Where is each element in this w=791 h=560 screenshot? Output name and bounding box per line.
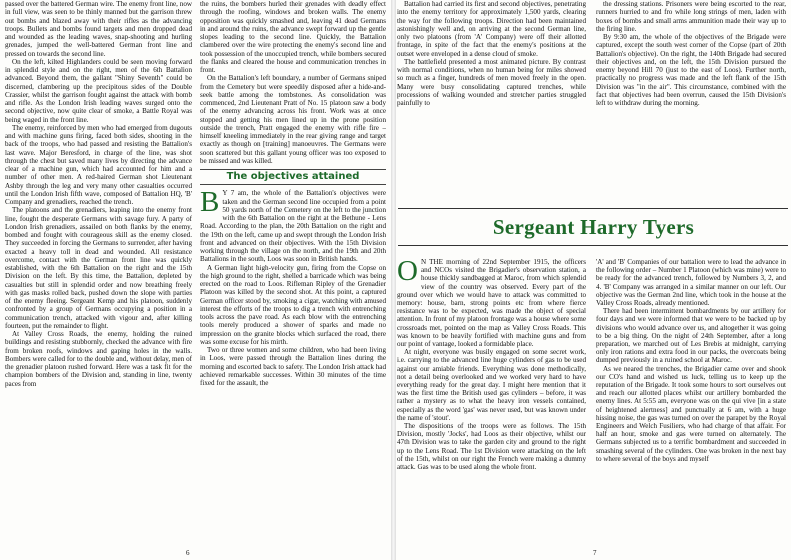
section-rule [200,169,386,170]
paragraph: At Valley Cross Roads, the enemy, holding the ruined buildings and resisting stubbornly, checked the advance with fire from broken roofs, windows and gaping holes in the walls. Bombers were called for to the double and, without delay, men of the grenadier platoon rushed forward. Here was a task fit for the champion bombers of the Division and, standing in line, twenty paces from [5,330,192,388]
paragraph: As we neared the trenches, the Brigadier came over and shook our CO's hand and wished us luck, telling us to keep up the reputation of the Brigade. It took some hours to sort ourselves out and reach our allotted places whilst our artillery bombarded the enemy lines. At 5:55 am, everyone was on the qui vive [in a state of heightened alertness] and punctually at 6 am, with a huge hissing noise, the gas was turned on over the parapet by the Royal Engineers and Welch Fusiliers, who had charge of that affair. For half an hour, smoke and gas were turned on alternately. The Germans subjected us to a terrific bombardment and succeeded in smashing several of the cylinders. One was broken in the next bay to where several of the boys and myself [596,364,786,463]
paragraph: By 9:30 am, the whole of the objectives of the Brigade were captured, except the south west corner of the Copse (part of 20th Battalion's objective). On the right, the 140th Brigade had secured their objectives and, on the left, the 15th Division pursued the enemy beyond Hill 70 (just to the east of Loos). Further north, practically no progress was made and the left flank of the 15th Division was "in the air". This circumstance, combined with the fact that objectives had been overrun, caused the 15th Division's left to withdraw during the morning. [596,33,786,107]
dropcap-text: Y 7 am, the whole of the Battalion's objectives were taken and the German second line occupied from a point 50 yards north of the Cemetery on the left to the junction with the 6th Battalion on the right at the Bethune - Lens Road. According to the plan, the 20th Battalion on the right and the 19th on the left, came up and swept through the London Irish front and advanced on their objectives. With the 15th Division working through the village on the north, and the 19th and 20th Battalions in the south, Loos was soon in British hands. [200,189,386,264]
title-rule-top [398,208,788,209]
title-rule-bottom [398,245,788,246]
right-lower-column-2 [596,258,786,548]
left-column-1 [5,0,192,545]
paragraph: 'A' and 'B' Companies of our battalion were to lead the advance in the following order – Number 1 Platoon (which was mine) were to be ready for the advanced trench, followed by Numbers 3, 2, and 4. 'B' Company was arranged in a similar manner on our left. Our objective was the German 2nd line, which took in the house at the Valley Cross Roads, already mentioned. [596,258,786,308]
paragraph: The battlefield presented a most animated picture. By contrast with normal conditions, when no human being for miles showed so much as a finger, hundreds of men moved freely in the open. Many were busy consolidating captured trenches, while processions of walking wounded and stretcher parties struggled painfully to [397,57,586,107]
paragraph: There had been intermittent bombardments by our artillery for four days and we were informed that we were to be backed up by divisions who would advance over us, and altogether it was going to be a big thing. On the night of 24th September, after a long preparation, we marched out of Les Brebis at midnight, carrying only iron rations and extra food in our packs, the overcoats being dumped previously in a ruined school at Maroc. [596,307,786,365]
drop-cap: O [397,258,418,287]
paragraph-dropcap [200,186,386,264]
right-upper-column-2 [596,0,786,176]
paragraph: The platoons and the grenadiers, leaping into the enemy front line, fought the desperate Germans with savage fury. A party of London Irish grenadiers, assailed on both flanks by the enemy, bombed and fought with courageous skill as the enemy closed. They succeeded in forcing the Germans to surrender, after having exacted a heavy toll in dead and wounded. All resistance overcome, contact with the German front line was quickly established, with the 6th Battalion on the right and the 15th Division on the left. By this time, the Battalion, depleted by casualties but still in splendid order and now breathing freely with gas masks rolled back, pushed down the slope with parties of the enemy fleeing. Sergeant Kemp and his platoon, suddenly confronted by a group of Germans occupying a position in a communication trench, attacked with vigour and, after killing fourteen, put the remainder to flight. [5,206,192,330]
page-number: 6 [186,549,190,557]
page-number: 7 [593,549,597,557]
article-title: Sergeant Harry Tyers [492,215,695,239]
right-page [396,0,791,560]
left-column-2 [200,0,386,545]
paragraph: the ruins, the bombers hurled their grenades with deadly effect through the roofing, windows and broken walls. The enemy opposition was quickly smashed and, leaving 41 dead Germans in and around the ruins, the advance swept forward up the gentle slopes leading to the second line. Quickly, the Battalion clambered over the wire protecting the enemy's second line and took possession of the unoccupied trench, while bombers secured the flanks and cleared the house and communication trenches in front. [200,0,386,74]
paragraph-dropcap [397,258,586,348]
right-upper-column-1 [397,0,586,176]
section-subheading: The objectives attained [226,171,360,182]
right-lower-column-1 [397,258,586,548]
dropcap-text: N THE morning of 22nd September 1915, the officers and NCOs visited the Brigadier's observation station, a house thickly sandbagged at Maroc, from which splendid view of the country was observed. Every part of the ground over which we would have to attack was committed to memory: house, barn, strong points etc from where fierce resistance was to be expected, was made the object of special attention. In front of my platoon frontage was a house where some crossroads met, pointed on the map as Valley Cross Roads. This was known to be heavily fortified with machine guns and from our point of vantage, looked a formidable place. [397,258,586,349]
paragraph: On the left, kilted Highlanders could be seen moving forward in splendid style and on the right, men of the 6th Battalion advanced. Beyond them, the gallant "Shiny Seventh" could be discerned, clambering up the precipitous sides of the Double Crassier, whilst the garrison fought against the attack with bomb and rifle. As the London Irish leading waves surged onto the second objective, now quite clear of smoke, a Battle Royal was being waged in the front line. [5,57,192,124]
drop-cap: B [200,186,220,219]
paragraph: At night, everyone was busily engaged on some secret work, i.e. carrying to the advanced line huge cylinders of gas to be used against our amiable friends. Everything was done methodically, not a detail being overlooked and we worked very hard to have everything ready for the great day. I might here mention that it was the first time the British used gas cylinders – before, it was rather a mystery as to what the heavy iron vessels contained, especially as the word 'gas' was never used, but was known under the name of 'stout'. [397,348,586,422]
paragraph: The enemy, reinforced by men who had emerged from dugouts and with machine guns firing, faced both sides, shooting in the back of the troops, who had passed and resisting the Battalion's last wave. Major Beresford, in charge of the line, was shot through the chest but saved many lives by directing the advance clear of a machine gun, which had accounted for him and a number of other men. A red-haired German shot Lieutenant Ashby through the leg and very many other casualties occurred until the London Irish fifth wave, composed of Battalion HQ, 'B' Company and grenadiers, reached the trench. [5,123,192,206]
paragraph: On the Battalion's left boundary, a number of Germans sniped from the Cemetery but were speedily disposed after a hide-and-seek battle among the tombstones. As consolidation was commenced, 2nd Lieutenant Pratt of No. 15 platoon saw a body of the enemy advancing across his front. Work was at once stopped and getting his men lined up in the prone position outside the trench, Pratt engaged the enemy with rifle fire – himself kneeling immediately in the rear giving range and target exactly as though on [training] manoeuvres. The Germans were soon scattered but this gallant young officer was too exposed to be missed and was killed. [200,74,386,165]
paragraph: A German light high-velocity gun, firing from the Copse on the high ground to the right, shelled a barricade which was being erected on the road to Loos. Rifleman Ripley of the Grenadier Platoon was killed by the second shot. At this point, a captured German officer stood by, smoking a cigar, watching with amused interest the efforts of the troops to dig a trench with entrenching tools across the pave road. As each blow with the entrenching tools merely produced a shower of sparks and made no impression on the granite blocks which surfaced the road, there was some excuse for his mirth. [200,263,386,346]
paragraph: The dispositions of the troops were as follows. The 15th Division, mostly 'Jocks', had Loos as their objective, whilst our 47th Division was to take the garden city and ground to the right up to the Lens Road. The 1st Division were attacking on the left of the 15th, whilst on our right the French were making a dummy attack. Gas was to be used along the whole front. [397,422,586,472]
section-rule [200,184,386,185]
left-page [0,0,392,560]
paragraph: Two or three women and some children, who had been living in Loos, were passed through the Battalion lines during the morning and escorted back to safety. The London Irish attack had achieved remarkable successes. Within 30 minutes of the time fixed for the assault, the [200,346,386,387]
paragraph: passed over the battered German wire. The enemy front line, now in full view, was seen to be thinly manned but the garrison threw out bombs and blazed away with their rifles as the advancing troops. Bullets and bombs found targets and men dropped dead and wounded as the leading waves, snap-shooting and hurling grenades, jumped the well-battered German front line and pressed on towards the second line. [5,0,192,58]
paragraph: Battalion had carried its first and second objectives, penetrating into the enemy territory for approximately 1,500 yards, clearing the way for the following troops. Direction had been maintained astonishingly well and, on arriving at the second German line, only two platoons (from 'A' Company) were off their allotted frontage, in spite of the fact that the enemy's positions at the outset were enveloped in a dense cloud of smoke. [397,0,586,58]
paragraph: the dressing stations. Prisoners were being escorted to the rear, runners hurried to and fro while long strings of men, laden with boxes of bombs and small arms ammunition made their way up to the firing line. [596,0,786,33]
